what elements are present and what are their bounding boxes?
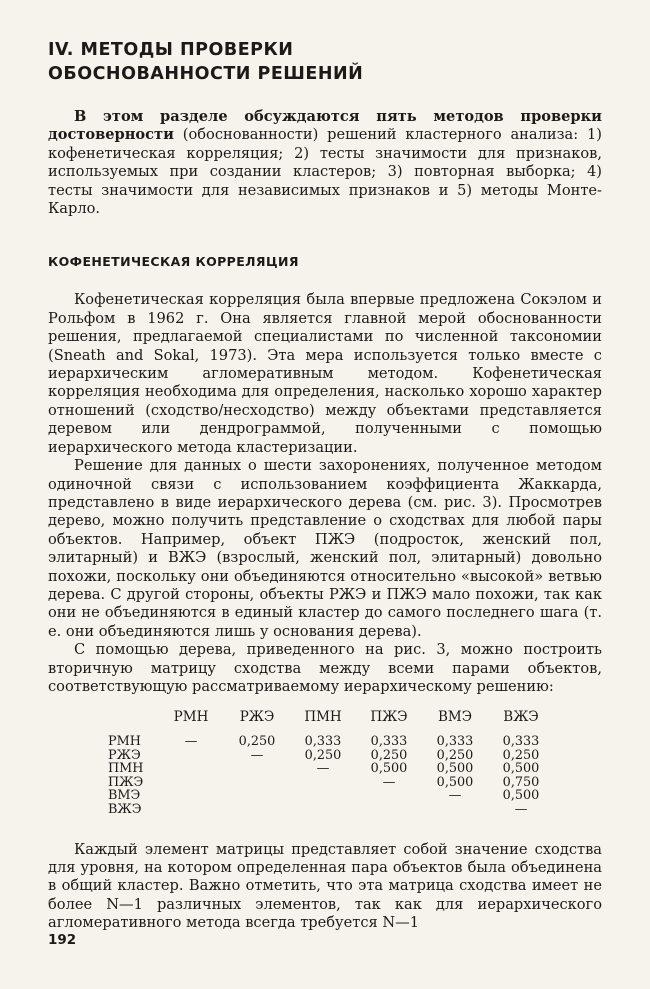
matrix-cell xyxy=(356,803,422,817)
matrix-cell xyxy=(422,803,488,817)
page xyxy=(48,38,602,933)
similarity-matrix xyxy=(108,710,554,816)
matrix-cell xyxy=(290,789,356,803)
matrix-row-label: ПЖЭ xyxy=(108,774,144,790)
matrix-row xyxy=(108,762,554,776)
matrix-cell: — xyxy=(184,733,198,749)
matrix-cell: 0,333 xyxy=(370,733,408,749)
matrix-cell xyxy=(224,776,290,790)
chapter-heading-line2: ОБОСНОВАННОСТИ РЕШЕНИЙ xyxy=(48,64,364,84)
paragraph-3: С помощью дерева, приведенного на рис. 3, можно построить вторичную матрицу сходства между всеми парами объектов, соответствующую рассматриваемому иерархическому решению: xyxy=(48,641,602,695)
matrix-row-label: РМН xyxy=(108,733,141,749)
paragraph-2: Решение для данных о шести захоронениях, полученное методом одиночной связи с использованием коэффициента Жаккарда, представлено в виде иерархического дерева (см. рис. 3). Просмотрев дерево, можно получить представление о сходствах для любой пары объектов. Например, объект ПЖЭ (подросток, женский пол, элитарный) и ВЖЭ (взрослый, женский пол, элитарный) довольно похожи, поскольку они объединяются относительно «высокой» ветвью дерева. С другой стороны, объекты РЖЭ и ПЖЭ мало похожи, так как они не объединяются в единый кластер до самого последнего шага (т. е. они объединяются лишь у основания дерева). xyxy=(48,457,602,640)
matrix-cell: 0,500 xyxy=(502,761,540,777)
chapter-heading xyxy=(48,38,602,86)
paragraph-after-matrix: Каждый элемент матрицы представляет собой значение сходства для уровня, на котором определенная пара объектов была объединена в общий кластер. Важно отметить, что эта матрица сходства имеет не более N—1 различных элементов, так как для иерархического агломеративного метода всегда требуется N—1 xyxy=(48,840,602,932)
matrix-cell xyxy=(224,789,290,803)
matrix-cell xyxy=(224,803,290,817)
matrix-cell: 0,333 xyxy=(304,733,342,749)
chapter-heading-line1: IV. МЕТОДЫ ПРОВЕРКИ xyxy=(48,40,294,60)
matrix-col-header: ВМЭ xyxy=(437,709,473,726)
matrix-row xyxy=(108,749,554,763)
matrix-cell: — xyxy=(514,801,528,817)
matrix-corner xyxy=(108,710,158,735)
matrix-cell: 0,500 xyxy=(370,761,408,777)
matrix-col-header: РМН xyxy=(173,709,209,726)
intro-lead: В этом разделе обсуждаются пять методов проверки достоверности xyxy=(48,108,602,144)
matrix-cell: 0,500 xyxy=(436,774,474,790)
matrix-row xyxy=(108,803,554,817)
matrix-row xyxy=(108,789,554,803)
matrix-row xyxy=(108,735,554,749)
matrix-col-header: РЖЭ xyxy=(239,709,275,726)
matrix-cell xyxy=(158,762,224,776)
matrix-cell xyxy=(158,776,224,790)
matrix-cell: 0,333 xyxy=(502,733,540,749)
matrix-cell: 0,250 xyxy=(502,747,540,763)
matrix-cell xyxy=(290,776,356,790)
section-title: КОФЕНЕТИЧЕСКАЯ КОРРЕЛЯЦИЯ xyxy=(48,254,299,270)
matrix-cell: 0,333 xyxy=(436,733,474,749)
matrix-cell xyxy=(158,789,224,803)
matrix-cell: 0,250 xyxy=(370,747,408,763)
paragraph-1: Кофенетическая корреляция была впервые предложена Сокэлом и Рольфом в 1962 г. Она является главной мерой обоснованности решения, предлагаемой специалистами по численной таксономии (Sneath and Sokal, 1973). Эта мера используется только вместе с иерархическим агломеративным методом. Кофенетическая корреляция необходима для определения, насколько хорошо характер отношений (сходство/несходство) между объектами представляется деревом или дендрограммой, полученными с помощью иерархического метода кластеризации. xyxy=(48,291,602,456)
matrix-cell xyxy=(290,803,356,817)
matrix-cell: 0,500 xyxy=(436,761,474,777)
matrix-cell: 0,750 xyxy=(502,774,540,790)
matrix-header-row xyxy=(108,710,554,735)
matrix-row-label: ВМЭ xyxy=(108,788,141,804)
matrix-cell: 0,250 xyxy=(436,747,474,763)
matrix-row-label: РЖЭ xyxy=(108,747,141,763)
matrix-cell: 0,500 xyxy=(502,788,540,804)
matrix-cell xyxy=(224,762,290,776)
matrix-row-label: ВЖЭ xyxy=(108,801,142,817)
matrix-cell: — xyxy=(250,747,264,763)
matrix-row-label: ПМН xyxy=(108,761,144,777)
matrix-col-header: ПМН xyxy=(304,709,342,726)
matrix-col-header: ПЖЭ xyxy=(370,709,408,726)
matrix-cell: 0,250 xyxy=(304,747,342,763)
matrix-col-header: ВЖЭ xyxy=(503,709,539,726)
matrix-cell: 0,250 xyxy=(238,733,276,749)
intro-paragraph xyxy=(48,108,602,218)
matrix-cell: — xyxy=(448,788,462,804)
matrix-cell: — xyxy=(316,761,330,777)
matrix-cell xyxy=(158,803,224,817)
matrix-cell xyxy=(158,749,224,763)
intro-rest: (обоснованности) решений кластерного анализа: 1) кофенетическая корреляция; 2) тесты значимости для признаков, используемых при создании кластеров; 3) повторная выборка; 4) тесты значимости для независимых признаков и 5) методы Монте-Карло. xyxy=(48,126,602,218)
matrix-row xyxy=(108,776,554,790)
page-number: 192 xyxy=(48,932,77,948)
matrix-cell: — xyxy=(382,774,396,790)
matrix-cell xyxy=(356,789,422,803)
